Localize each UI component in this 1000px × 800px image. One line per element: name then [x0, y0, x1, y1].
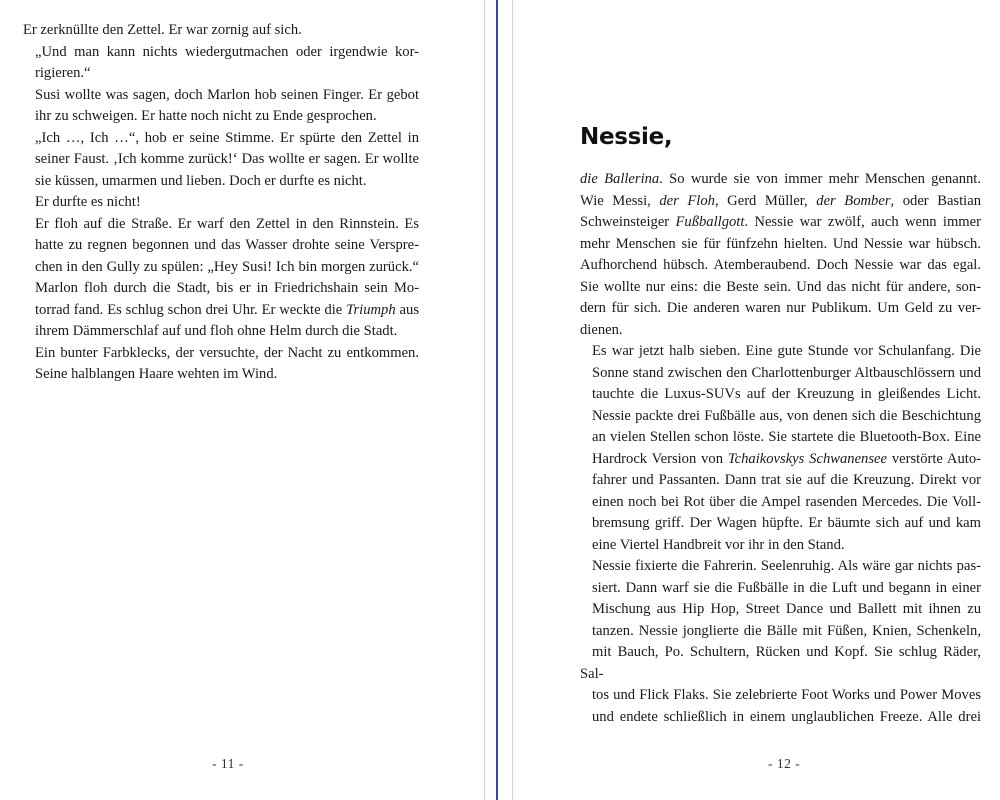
left-page	[0, 0, 480, 800]
paragraph: „Und man kann nichts wiedergutmachen oder irgendwie kor- rigieren.“	[35, 43, 419, 81]
paragraph: Es war jetzt halb sieben. Eine gute Stunde vor Schulanfang. Die Sonne stand zwischen den Charlottenburger Altbauschlössern und tauchte die Luxus-SUVs auf der Kreuzung in gleißendes Licht. Nessie packte drei Fußbälle aus, von denen sich die Beschichtung an vielen Stellen schon löste. Sie startete die Bluetooth-Box. Eine Hardrock Version von Tchaikovskys Schwanensee verstörte Auto- fahrer und Passanten. Dann trat sie auf die Kreuzung. Direkt vor einen noch bei Rot über die Ampel rasenden Mercedes. Die Voll- bremsung griff. Der Wagen hüpfte. Er bäumte sich auf und kam eine Viertel Handbreit vor ihr in den Stand.	[592, 343, 981, 553]
chapter-title: Nessie,	[580, 124, 673, 150]
paragraph: die Ballerina. So wurde sie von immer mehr Menschen genannt. Wie Messi, der Floh, Gerd Müller, der Bomber, oder Bastian Schweinsteiger Fußballgott. Nessie war zwölf, auch wenn immer mehr Menschen sie für fünfzehn hielten. Und Nessie war hübsch. Aufhorchend hübsch. Atemberaubend. Doch Nessie war das egal. Sie wollte nur eins: die Beste sein. Und das nicht für andere, son- dern für sich. Die anderen waren nur Publikum. Um Geld zu ver- dienen.	[580, 171, 981, 338]
paragraph: Er durfte es nicht!	[35, 194, 141, 210]
gutter-guide-right	[512, 0, 513, 800]
paragraph: „Ich …, Ich …“, hob er seine Stimme. Er spürte den Zettel in seiner Faust. ‚Ich komme zurück!‘ Das wollte er sagen. Er wollte sie küssen, umarmen und lieben. Doch er durfte es nicht.	[35, 129, 419, 189]
left-page-text	[23, 20, 419, 386]
paragraph: Er floh auf die Straße. Er warf den Zettel in den Rinnstein. Es hatte zu regnen begonnen und das Wasser drohte seine Verspre- chen in den Gully zu spülen: „Hey Susi! Ich bin morgen zurück.“	[35, 215, 419, 275]
paragraph: Er zerknüllte den Zettel. Er war zornig auf sich.	[23, 22, 302, 38]
gutter-guide-left	[484, 0, 485, 800]
paragraph: Marlon floh durch die Stadt, bis er in Friedrichshain sein Mo- torrad fand. Es schlug schon drei Uhr. Er weckte die Triumph aus ihrem Dämmerschlaf auf und floh ohne Helm durch die Stadt.	[35, 280, 419, 339]
page-number: - 12 -	[768, 756, 801, 771]
gutter-binding-line	[496, 0, 498, 800]
paragraph: Susi wollte was sagen, doch Marlon hob seinen Finger. Er gebot ihr zu schweigen. Er hatte noch nicht zu Ende gesprochen.	[35, 86, 419, 124]
paragraph: Nessie fixierte die Fahrerin. Seelenruhig. Als wäre gar nichts pas- siert. Dann warf sie die Fußbälle in die Luft und begann in einer Mischung aus Hip Hop, Street Dance und Ballett mit ihnen zu tanzen. Nessie jonglierte die Bälle mit Füßen, Knien, Schenkeln, mit Bauch, Po. Schultern, Rücken und Kopf. Sie schlug Räder, Sal- tos und Flick Flaks. Sie zelebrierte Foot Works und Power Moves und endete schließlich in einem unglaublichen Freeze. Alle drei	[580, 558, 981, 725]
page-number: - 11 -	[212, 756, 244, 771]
right-page-text	[580, 169, 981, 728]
paragraph: Ein bunter Farbklecks, der versuchte, der Nacht zu entkommen. Seine halblangen Haare wehten im Wind.	[35, 344, 419, 382]
right-page	[514, 0, 1000, 800]
